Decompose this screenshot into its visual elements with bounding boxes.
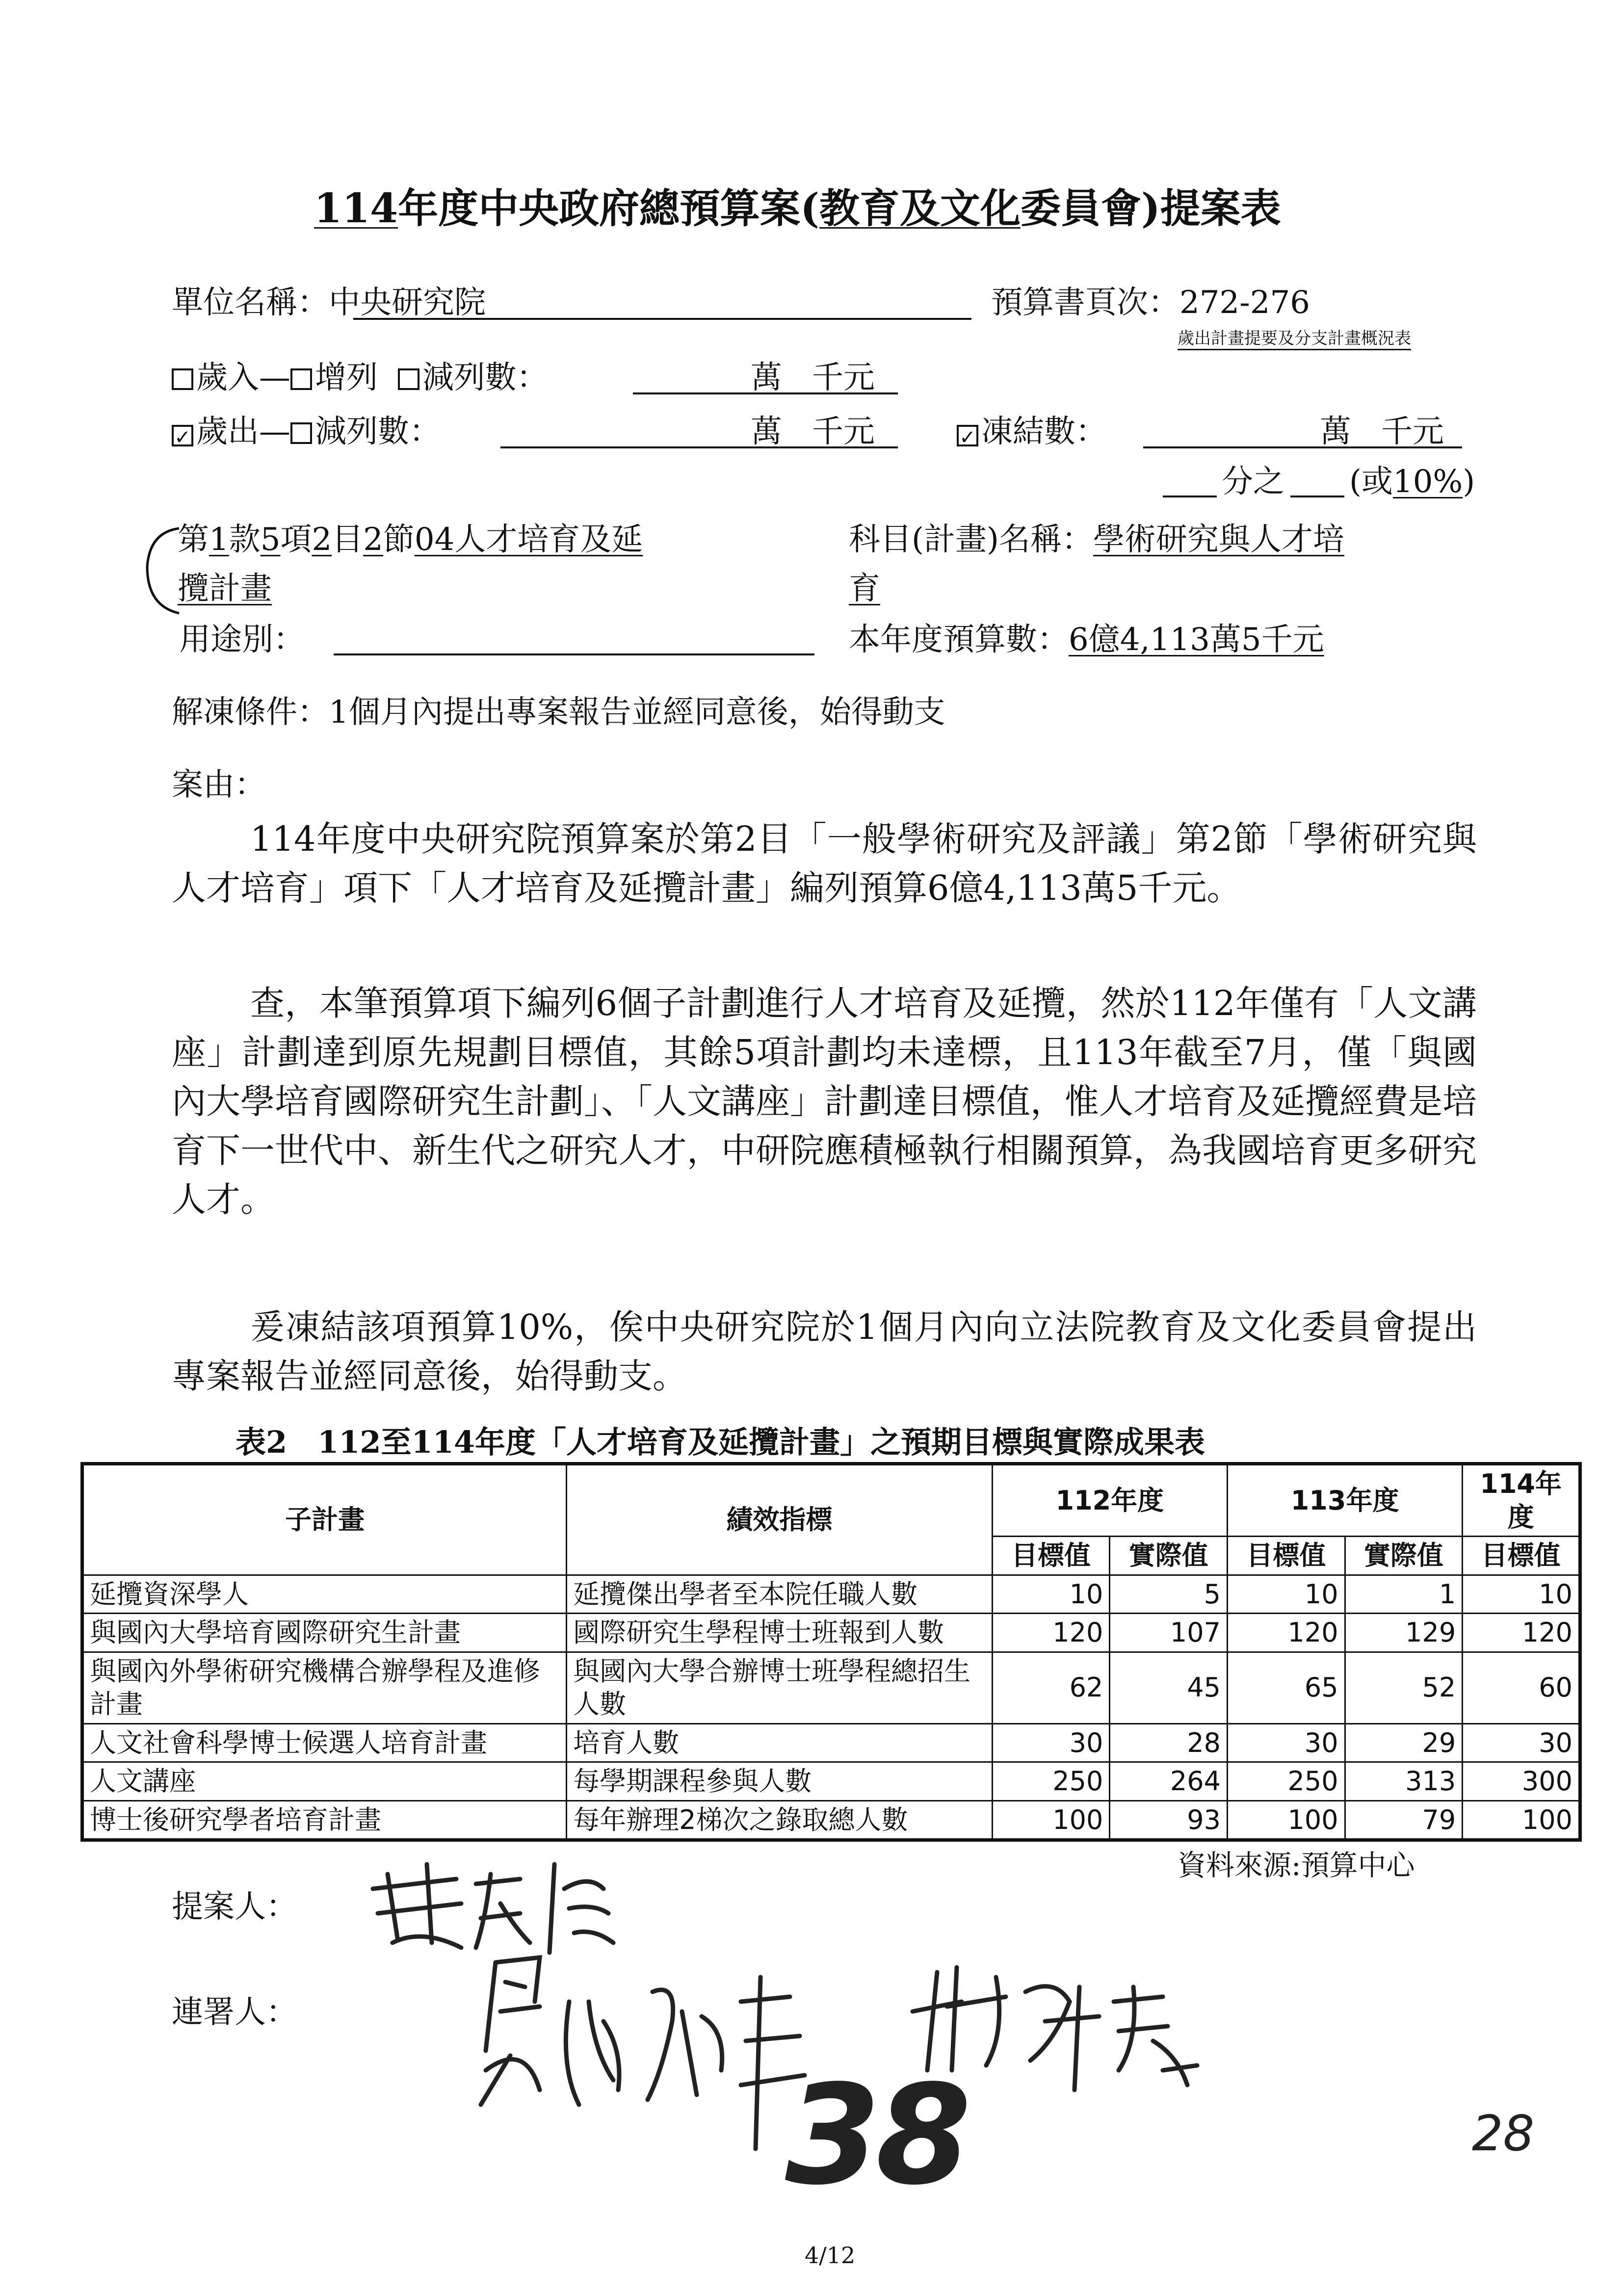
- table-row: [82, 1723, 1580, 1762]
- qian-yuan-3: 千元: [1381, 414, 1444, 450]
- program-code-name-2: 攬計畫: [178, 571, 272, 607]
- cell-indicator: 國際研究生學程博士班報到人數: [567, 1614, 993, 1652]
- cell-actual-112: 45: [1110, 1652, 1228, 1723]
- expense-unit: [751, 414, 875, 450]
- freeze-percent: 10%: [1392, 464, 1463, 500]
- header-target-114: 目標值: [1463, 1537, 1580, 1575]
- expense-cut-label: 減列數：: [315, 414, 441, 450]
- subject-value-2: 育: [849, 571, 880, 607]
- title-year: 114: [314, 185, 398, 232]
- checkbox-freeze-checked: ✓: [957, 425, 978, 446]
- cell-indicator: 與國內大學合辦博士班學程總招生人數: [567, 1652, 993, 1723]
- cell-target-112: 120: [992, 1614, 1110, 1652]
- budget-page-value: 272-276: [1179, 285, 1310, 321]
- checkbox-add: [290, 368, 312, 390]
- cell-target-114: 100: [1463, 1800, 1580, 1840]
- header-indicator: 績效指標: [567, 1464, 993, 1575]
- subject-label: 科目(計畫)名稱：: [849, 522, 1093, 558]
- budget-label: 本年度預算數：: [849, 622, 1069, 658]
- cell-actual-112: 107: [1110, 1614, 1228, 1652]
- table-row: [82, 1762, 1580, 1801]
- checkbox-cut: [398, 368, 419, 390]
- cell-target-113: 30: [1227, 1723, 1345, 1762]
- xiang-label: 項: [280, 522, 312, 558]
- table-header-row-1: [82, 1464, 1580, 1537]
- revenue-row: [172, 360, 548, 396]
- cell-target-112: 100: [992, 1800, 1110, 1840]
- cosigner-label: 連署人：: [172, 1994, 297, 2031]
- title-committee: 教育及文化: [819, 185, 1021, 232]
- budget-page-label: 預算書頁次：: [991, 285, 1179, 321]
- freeze-unit: [1320, 414, 1444, 450]
- percent-row: [1349, 464, 1475, 500]
- cell-actual-112: 264: [1110, 1762, 1228, 1801]
- reason-paragraph-2: 查，本筆預算項下編列6個子計劃進行人才培育及延攬，然於112年僅有「人文講座」計劃達到原先規劃目標值，其餘5項計劃均未達標，且113年截至7月，僅「與國內大學培育國際研究生計劃」、「人文講座」計劃達目標值，惟人才培育及延攬經費是培育下一世代中、新生代之研究人才，中研院應積極執行相關預算，為我國培育更多研究人才。: [172, 983, 1477, 1220]
- program-code-name: 04人才培育及延: [414, 522, 643, 558]
- unfreeze-condition: 解凍條件：1個月內提出專案報告並經同意後，始得動支: [172, 694, 945, 731]
- cell-indicator: 每學期課程參與人數: [567, 1762, 993, 1801]
- table-row: [82, 1800, 1580, 1840]
- use-label: 用途別：: [179, 622, 305, 658]
- checkbox-expense-cut: [290, 422, 312, 444]
- qian-yuan-2: 千元: [812, 414, 875, 450]
- cell-target-112: 10: [992, 1575, 1110, 1614]
- table-row: [82, 1652, 1580, 1723]
- header-year-113: 113年度: [1227, 1464, 1462, 1537]
- cell-target-112: 62: [992, 1652, 1110, 1723]
- page-title: [314, 177, 1281, 234]
- table-row: [82, 1614, 1580, 1652]
- corner-number: 28: [1472, 2105, 1535, 2162]
- cell-indicator: 每年辦理2梯次之錄取總人數: [567, 1800, 993, 1840]
- expense-label: 歲出—: [196, 414, 290, 450]
- cell-actual-112: 28: [1110, 1723, 1228, 1762]
- header-plan: 子計畫: [82, 1464, 567, 1575]
- jie-label: 節: [383, 522, 415, 558]
- header-year-112: 112年度: [992, 1464, 1227, 1537]
- cell-target-113: 65: [1227, 1652, 1345, 1723]
- cell-target-112: 250: [992, 1762, 1110, 1801]
- cell-plan: 與國內大學培育國際研究生計畫: [82, 1614, 567, 1652]
- cell-target-113: 120: [1227, 1614, 1345, 1652]
- unit-row: [172, 285, 486, 321]
- cell-actual-113: 129: [1345, 1614, 1463, 1652]
- cell-actual-113: 52: [1345, 1652, 1463, 1723]
- budget-page-row: [991, 285, 1310, 321]
- budget-page-note: 歲出計畫提要及分支計畫概況表: [1178, 329, 1411, 348]
- unit-label: 單位名稱：: [172, 285, 329, 321]
- revenue-unit: [751, 360, 875, 396]
- cell-plan: 人文社會科學博士候選人培育計畫: [82, 1723, 567, 1762]
- qian-yuan-1: 千元: [812, 360, 875, 396]
- handwritten-number: 38: [785, 2056, 967, 2216]
- freeze-label: 凍結數：: [981, 414, 1107, 450]
- di-label: 第: [178, 522, 209, 558]
- cut-count-label: 減列數：: [422, 360, 548, 396]
- checkbox-revenue: [172, 368, 193, 390]
- cell-plan: 博士後研究學者培育計畫: [82, 1800, 567, 1840]
- title-part-b: 委員會)提案表: [1021, 185, 1281, 232]
- cell-target-113: 250: [1227, 1762, 1345, 1801]
- title-part-a: 年度中央政府總預算案(: [398, 185, 819, 232]
- data-source: 資料來源:預算中心: [1178, 1849, 1415, 1882]
- cell-plan: 延攬資深學人: [82, 1575, 567, 1614]
- unit-value: 中央研究院: [329, 285, 486, 321]
- header-target-113: 目標值: [1227, 1537, 1345, 1575]
- cell-target-114: 60: [1463, 1652, 1580, 1723]
- cell-target-113: 10: [1227, 1575, 1345, 1614]
- cell-target-114: 30: [1463, 1723, 1580, 1762]
- fraction-line-2: [1290, 496, 1344, 497]
- page-number: 4/12: [805, 2242, 856, 2269]
- header-actual-112: 實際值: [1110, 1537, 1228, 1575]
- reason-paragraph-1: 114年度中央研究院預算案於第2目「一般學術研究及評議」第2節「學術研究與人才培育」項下「人才培育及延攬計畫」編列預算6億4,113萬5千元。: [172, 819, 1477, 908]
- mu-no: 2: [312, 522, 332, 558]
- cell-actual-113: 29: [1345, 1723, 1463, 1762]
- cell-target-112: 30: [992, 1723, 1110, 1762]
- checkbox-expense-checked: ✓: [172, 425, 193, 446]
- cell-actual-113: 1: [1345, 1575, 1463, 1614]
- wan-1: 萬: [751, 360, 782, 396]
- cell-target-113: 100: [1227, 1800, 1345, 1840]
- mu-label: 目: [332, 522, 364, 558]
- add-label: 增列: [315, 360, 378, 396]
- header-actual-113: 實際值: [1345, 1537, 1463, 1575]
- table-row: [82, 1575, 1580, 1614]
- cell-target-114: 10: [1463, 1575, 1580, 1614]
- cell-actual-112: 93: [1110, 1800, 1228, 1840]
- freeze-row: [957, 414, 1107, 450]
- unit-underline: [353, 318, 971, 320]
- cell-plan: 與國內外學術研究機構合辦學程及進修計畫: [82, 1652, 567, 1723]
- cell-plan: 人文講座: [82, 1762, 567, 1801]
- kuan-no: 1: [209, 522, 229, 558]
- close-paren: ): [1463, 464, 1475, 500]
- cell-actual-113: 79: [1345, 1800, 1463, 1840]
- budget-value: 6億4,113萬5千元: [1069, 622, 1324, 658]
- cell-indicator: 培育人數: [567, 1723, 993, 1762]
- reason-paragraph-3: 爰凍結該項預算10%，俟中央研究院於1個月內向立法院教育及文化委員會提出專案報告並經同意後，始得動支。: [172, 1307, 1477, 1396]
- cell-actual-112: 5: [1110, 1575, 1228, 1614]
- fraction-line-1: [1163, 496, 1217, 497]
- kuan-label: 款: [229, 522, 261, 558]
- fraction-label: 分之: [1222, 464, 1284, 500]
- reason-label: 案由：: [172, 767, 266, 803]
- use-line: [334, 653, 814, 655]
- expense-row: [172, 414, 441, 450]
- revenue-label: 歲入—: [196, 360, 290, 396]
- cell-target-114: 120: [1463, 1614, 1580, 1652]
- or-label: (或: [1349, 464, 1393, 500]
- wan-2: 萬: [751, 414, 782, 450]
- jie-no: 2: [363, 522, 383, 558]
- table-caption: 表2 112至114年度「人才培育及延攬計畫」之預期目標與實際成果表: [236, 1424, 1205, 1460]
- xiang-no: 5: [260, 522, 281, 558]
- wan-3: 萬: [1320, 414, 1351, 450]
- header-year-114: 114年度: [1463, 1464, 1580, 1537]
- program-code-row: [178, 522, 643, 558]
- cell-target-114: 300: [1463, 1762, 1580, 1801]
- proposer-label: 提案人：: [172, 1889, 297, 1925]
- budget-row: [849, 622, 1324, 658]
- cell-actual-113: 313: [1345, 1762, 1463, 1801]
- header-target-112: 目標值: [992, 1537, 1110, 1575]
- subject-row: [849, 522, 1344, 558]
- results-table: [80, 1462, 1582, 1842]
- cell-indicator: 延攬傑出學者至本院任職人數: [567, 1575, 993, 1614]
- subject-value: 學術研究與人才培: [1093, 522, 1344, 558]
